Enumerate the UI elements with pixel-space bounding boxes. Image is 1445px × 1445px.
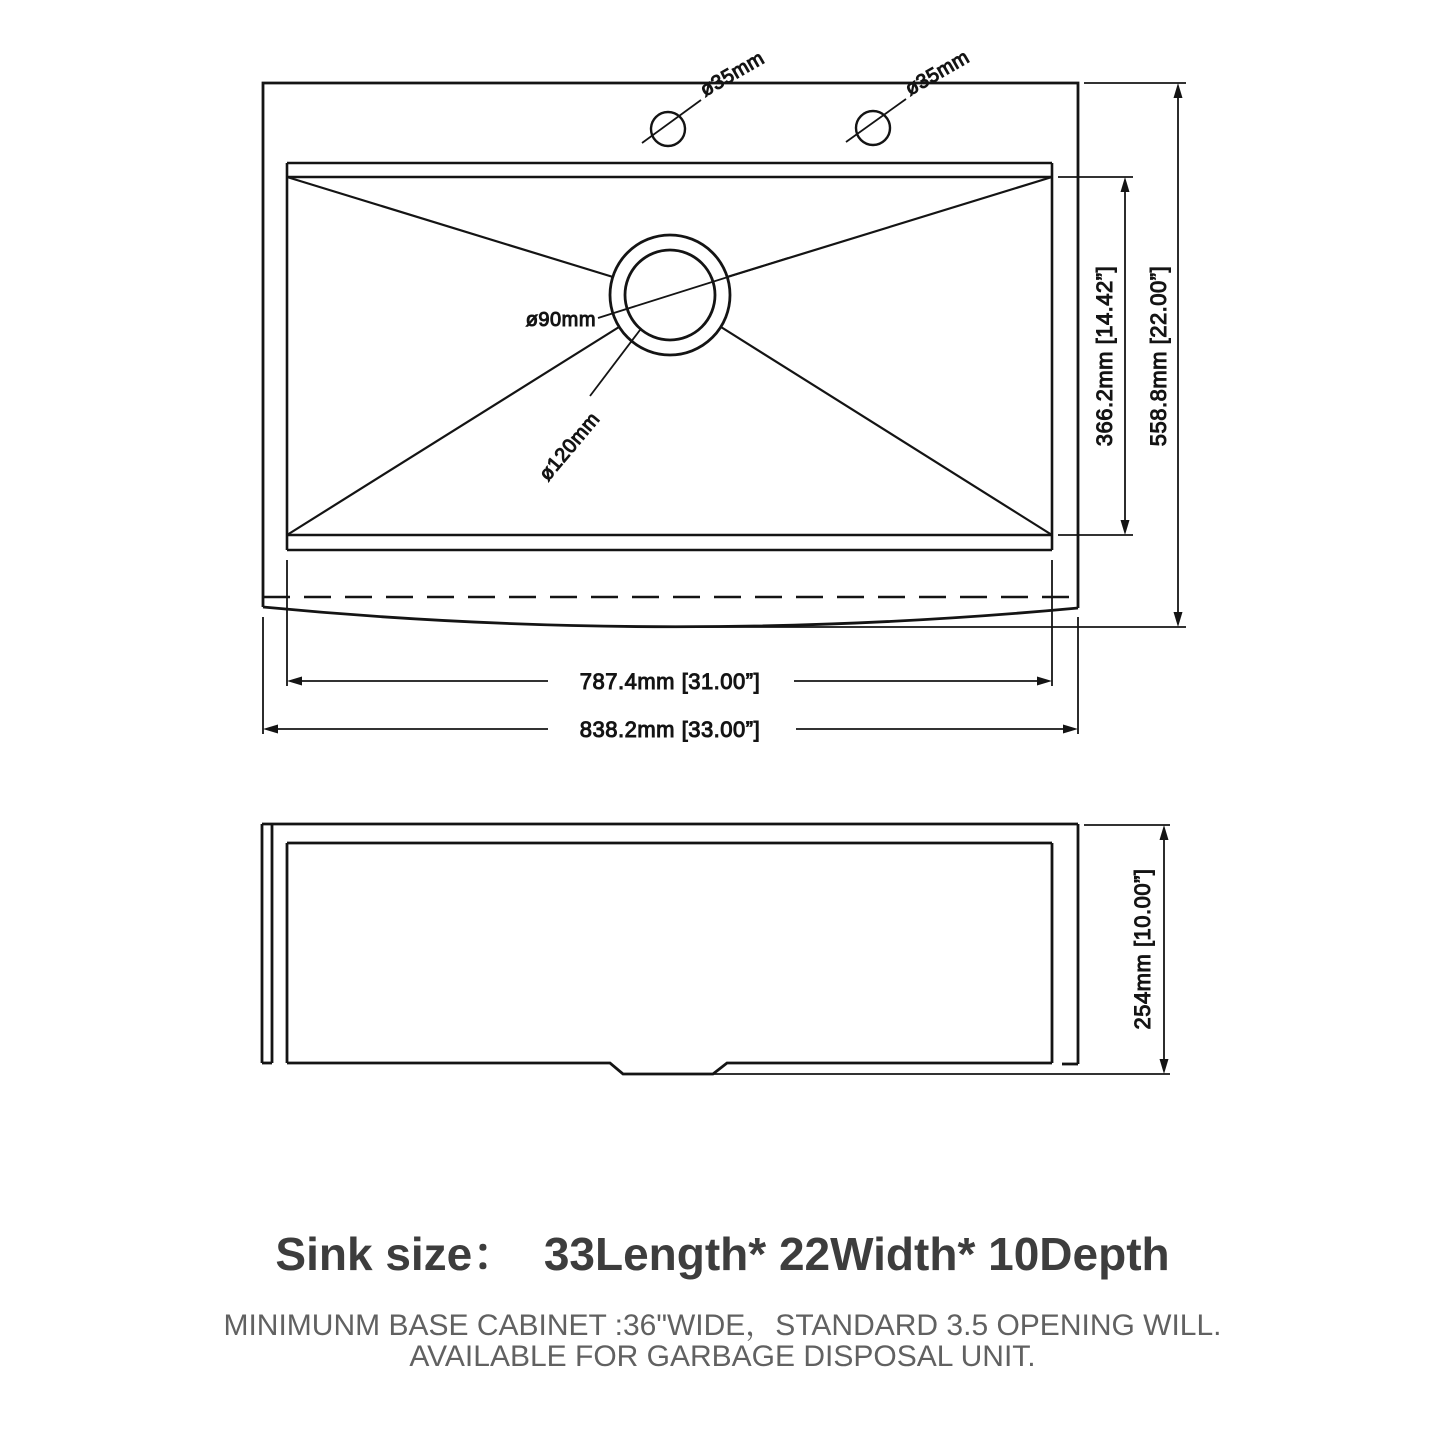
- faucet-hole-1-leader-line: [642, 100, 701, 143]
- faucet-hole-1: [651, 112, 685, 146]
- dim-overall-depth-label: 558.8mm [22.00”]: [1146, 265, 1171, 447]
- dim-height-label: 254mm [10.00”]: [1130, 868, 1155, 1030]
- apron-front-curve: [263, 607, 1078, 627]
- faucet-hole-2-label: ø35mm: [901, 46, 974, 101]
- cabinet-note-line-1: MINIMUNM BASE CABINET :36"WIDE，STANDARD 3.5 OPENING WILL.: [223, 1309, 1222, 1342]
- drain-flange-label: ø120mm: [534, 408, 605, 486]
- faucet-hole-2-leader-line: [846, 99, 906, 142]
- faucet-holes: [642, 99, 906, 146]
- drain-diameter-label: ø90mm: [525, 309, 596, 331]
- sink-bowl-outline: [287, 163, 1052, 550]
- dim-bowl-width-label: 787.4mm [31.00”]: [579, 669, 761, 694]
- top-view: [263, 46, 1186, 743]
- cabinet-note-line-2: AVAILABLE FOR GARBAGE DISPOSAL UNIT.: [409, 1340, 1036, 1373]
- sink-size-title: Sink size： 33Length* 22Width* 10Depth: [275, 1228, 1170, 1280]
- faucet-hole-2: [856, 111, 890, 145]
- dim-overall-width-label: 838.2mm [33.00”]: [579, 717, 761, 742]
- side-view: [262, 824, 1170, 1074]
- dim-height: [713, 825, 1170, 1074]
- dim-bowl-depth-label: 366.2mm [14.42”]: [1092, 265, 1117, 447]
- faucet-hole-1-label: ø35mm: [696, 47, 769, 102]
- side-view-outline: [262, 824, 1078, 1074]
